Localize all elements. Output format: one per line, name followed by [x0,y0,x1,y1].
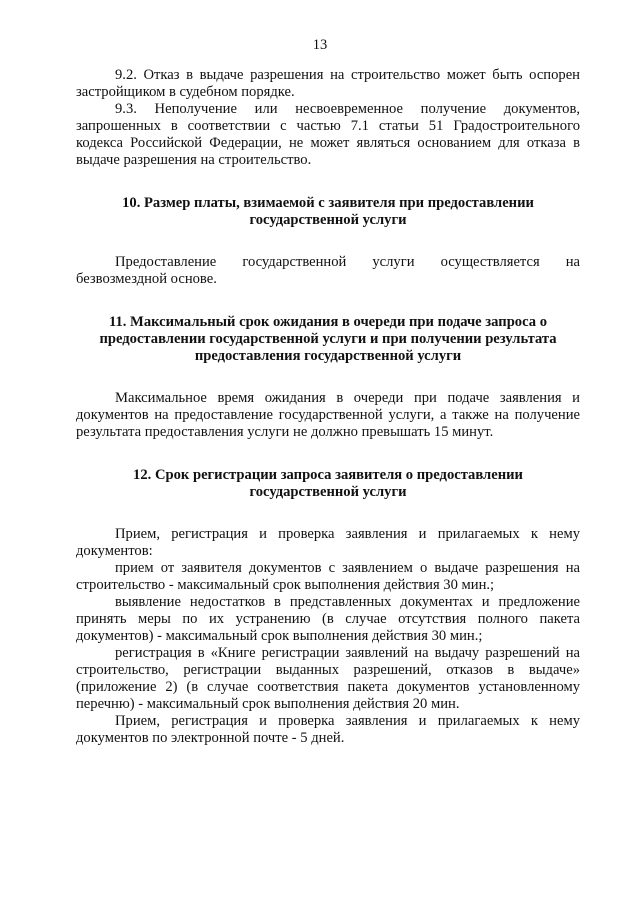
paragraph-9-2: 9.2. Отказ в выдаче разрешения на строительство может быть оспорен застройщиком в судебном порядке. [76,67,580,100]
page-number: 13 [312,37,328,53]
spacer [76,169,580,195]
heading-section-12: 12. Срок регистрации запроса заявителя о предоставлении государственной услуги [133,467,523,500]
spacer [76,441,580,467]
spacer [76,365,580,390]
heading-section-11: 11. Максимальный срок ожидания в очереди при подаче запроса о предоставлении государственной услуги и при получении результата предоставления государственной услуги [99,314,557,364]
paragraph-12-registration: регистрация в «Книге регистрации заявлений на выдачу разрешений на строительство, регистрации выданных разрешений, отказов в выдаче» (приложение 2) (в случае соответствия пакета документов установленному перечню) - максимальный срок выполнения действия 20 мин. [76,645,580,712]
paragraph-12-email: Прием, регистрация и проверка заявления и прилагаемых к нему документов по электронной почте - 5 дней. [76,713,580,746]
paragraph-9-3: 9.3. Неполучение или несвоевременное получение документов, запрошенных в соответствии с частью 7.1 статьи 51 Градостроительного кодекса Российской Федерации, не может являться основанием для отказа в выдаче разрешения на строительство. [76,101,580,168]
spacer [76,229,580,254]
spacer [76,501,580,526]
paragraph-12-intro: Прием, регистрация и проверка заявления и прилагаемых к нему документов: [76,526,580,559]
paragraph-11-body: Максимальное время ожидания в очереди при подаче заявления и документов на предоставление государственной услуги, а также на получение результата предоставления услуги не должно превышать 15 минут. [76,390,580,440]
heading-section-10: 10. Размер платы, взимаемой с заявителя при предоставлении государственной услуги [122,195,534,228]
paragraph-10-body: Предоставление государственной услуги осуществляется на безвозмездной основе. [76,254,580,287]
paragraph-12-reception: прием от заявителя документов с заявлением о выдаче разрешения на строительство - максимальный срок выполнения действия 30 мин.; [76,560,580,593]
document-body [76,67,580,747]
paragraph-12-deficiencies: выявление недостатков в представленных документах и предложение принять меры по их устранению (в случае отсутствия полного пакета документов) - максимальный срок выполнения действия 30 мин.; [76,594,580,644]
spacer [76,288,580,314]
